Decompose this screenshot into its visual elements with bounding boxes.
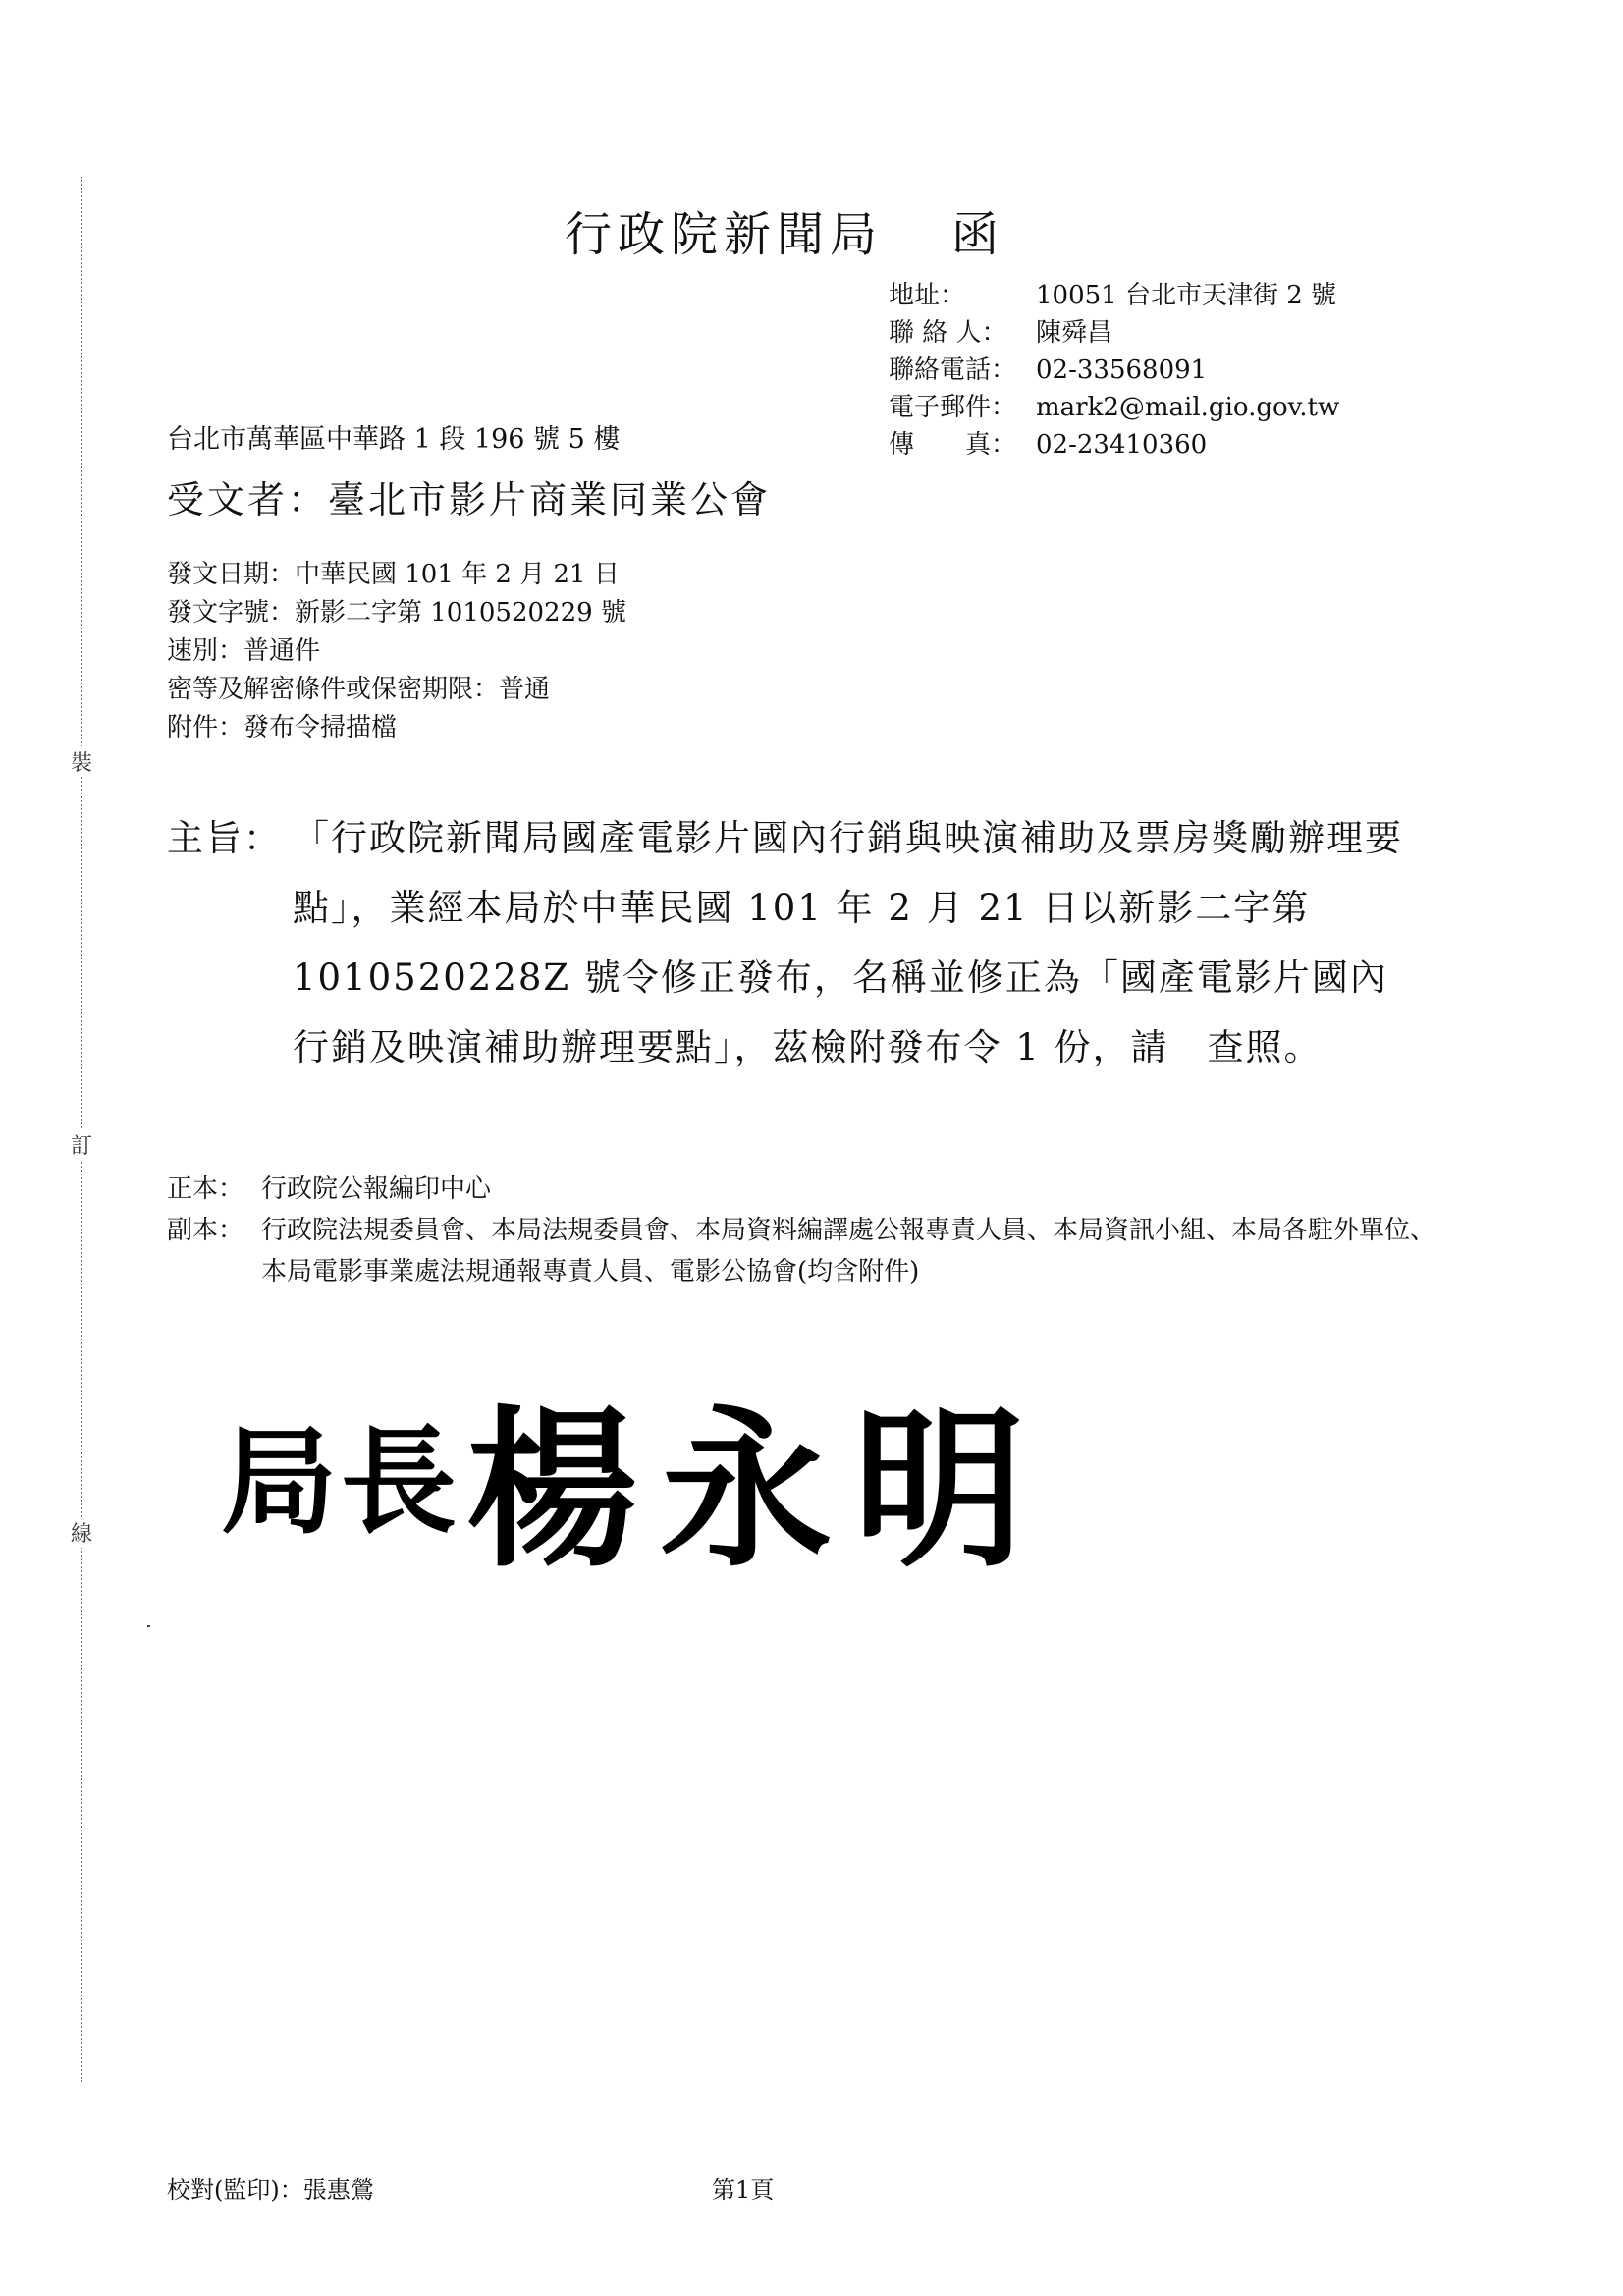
sender-fax-row bbox=[889, 426, 1339, 464]
director-signature bbox=[221, 1394, 1085, 1571]
sender-email-label: 電子郵件： bbox=[889, 393, 1017, 422]
security-level: 密等及解密條件或保密期限：普通 bbox=[167, 675, 551, 704]
attachment: 附件：發布令掃描檔 bbox=[167, 713, 398, 742]
sender-contact-block bbox=[889, 277, 1339, 464]
copy-label: 副本： bbox=[167, 1216, 244, 1245]
proofreader: 校對(監印)：張惠鶯 bbox=[167, 2176, 374, 2204]
sender-contact-person-row bbox=[889, 314, 1339, 352]
recipient-address: 台北市萬華區中華路 1 段 196 號 5 樓 bbox=[167, 424, 621, 455]
recipient: 受文者：臺北市影片商業同業公會 bbox=[167, 478, 772, 521]
copy-recipients: 行政院法規委員會、本局法規委員會、本局資料編譯處公報專責人員、本局資訊小組、本局各駐外單位、本局電影事業處法規通報專責人員、電影公協會(均含附件) bbox=[261, 1216, 1436, 1286]
sender-contact-person-label: 聯 絡 人： bbox=[889, 318, 1007, 348]
svg-text:楊永明: 楊永明 bbox=[466, 1394, 1047, 1571]
agency-name: 行政院新聞局 bbox=[565, 207, 884, 262]
binding-mark-xian: 線 bbox=[71, 1517, 92, 1548]
distribution-copy bbox=[167, 1210, 1443, 1292]
subject-text: 「行政院新聞局國產電影片國內行銷與映演補助及票房獎勵辦理要點」，業經本局於中華民國 101 年 2 月 21 日以新影二字第 1010520228Z 號令修正發布，名稱並修正為「國產電影片國內行銷及映演補助辦理要點」，茲檢附發布令 1 份，請 查照。 bbox=[293, 817, 1403, 1068]
sender-fax-value: 02-23410360 bbox=[1036, 430, 1208, 460]
binding-mark-zhuang: 裝 bbox=[71, 746, 92, 777]
original-recipients: 行政院公報編印中心 bbox=[261, 1175, 492, 1204]
binding-mark-ding: 訂 bbox=[71, 1129, 92, 1160]
distribution-section bbox=[167, 1169, 1443, 1292]
original-label: 正本： bbox=[167, 1175, 244, 1204]
issue-date: 發文日期：中華民國 101 年 2 月 21 日 bbox=[167, 560, 620, 589]
distribution-original bbox=[167, 1169, 1443, 1210]
sender-address-label: 地址： bbox=[889, 281, 966, 310]
scan-speck bbox=[147, 1625, 150, 1627]
sender-phone-row bbox=[889, 352, 1339, 389]
sender-email-value: mark2@mail.gio.gov.tw bbox=[1036, 393, 1340, 422]
sender-fax-label: 傳 真： bbox=[889, 430, 1017, 460]
document-number: 發文字號：新影二字第 1010520229 號 bbox=[167, 598, 626, 628]
sender-address-row bbox=[889, 277, 1339, 314]
document-meta bbox=[167, 556, 626, 747]
document-title bbox=[565, 196, 1004, 264]
sender-address-value: 10051 台北市天津街 2 號 bbox=[1036, 281, 1337, 310]
sender-phone-value: 02-33568091 bbox=[1036, 355, 1208, 385]
sender-contact-person-value: 陳舜昌 bbox=[1036, 318, 1113, 348]
subject-section bbox=[167, 803, 1434, 1082]
sender-email-row bbox=[889, 389, 1339, 426]
page-number: 第1頁 bbox=[712, 2176, 775, 2204]
svg-text:局長: 局長 bbox=[221, 1413, 461, 1550]
urgency: 速別：普通件 bbox=[167, 636, 321, 666]
document-type: 函 bbox=[951, 207, 1005, 262]
subject-label: 主旨： bbox=[167, 817, 282, 859]
sender-phone-label: 聯絡電話： bbox=[889, 355, 1017, 385]
